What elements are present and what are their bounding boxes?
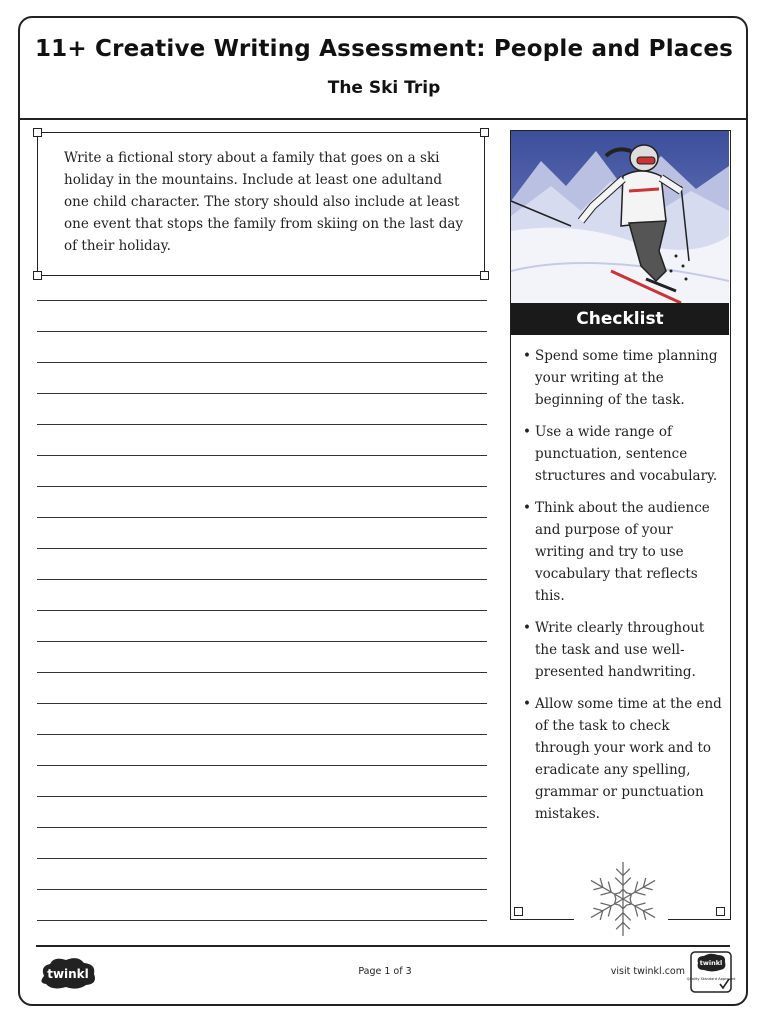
checklist-item-text: Use a wide range of punctuation, sentence structures and vocabulary. — [535, 424, 718, 484]
visit-link[interactable]: visit twinkl.com — [610, 966, 685, 977]
task-instructions: Write a fictional story about a family that goes on a ski holiday in the mountains. Include at least one adultand one child character. The story should also include at least one event that stops the family from skiing on the last day of their holiday. — [64, 150, 464, 254]
writing-line[interactable] — [37, 672, 487, 673]
corner-ornament — [480, 128, 489, 137]
checklist-item — [511, 617, 729, 683]
writing-line[interactable] — [37, 610, 487, 611]
writing-line[interactable] — [37, 331, 487, 332]
footer-divider — [36, 945, 730, 947]
writing-line[interactable] — [37, 827, 487, 828]
checklist-heading: Checklist — [511, 303, 729, 335]
writing-line[interactable] — [37, 703, 487, 704]
header-divider — [18, 118, 748, 120]
page-title: 11+ Creative Writing Assessment: People and Places — [34, 36, 734, 62]
writing-line[interactable] — [37, 393, 487, 394]
checklist-item — [511, 497, 729, 607]
writing-line[interactable] — [37, 455, 487, 456]
writing-line[interactable] — [37, 889, 487, 890]
writing-line[interactable] — [37, 641, 487, 642]
writing-line[interactable] — [37, 424, 487, 425]
corner-ornament — [33, 128, 42, 137]
checklist-item-text: Think about the audience and purpose of your writing and try to use vocabulary that reflects this. — [535, 500, 710, 604]
writing-line[interactable] — [37, 796, 487, 797]
twinkl-logo[interactable] — [38, 956, 98, 990]
checklist-item-text: Spend some time planning your writing at the beginning of the task. — [535, 348, 718, 408]
corner-ornament — [716, 907, 725, 916]
writing-line[interactable] — [37, 486, 487, 487]
checklist-item — [511, 421, 729, 487]
badge-text: Quality Standard Approved — [686, 977, 736, 981]
corner-ornament — [33, 271, 42, 280]
badge-logo-text: twinkl — [699, 959, 723, 967]
page-number: Page 1 of 3 — [358, 966, 412, 977]
writing-line[interactable] — [37, 734, 487, 735]
writing-line[interactable] — [37, 300, 487, 301]
writing-line[interactable] — [37, 548, 487, 549]
snowflake-icon — [584, 856, 662, 942]
bullet: • — [523, 620, 531, 636]
writing-line[interactable] — [37, 362, 487, 363]
checklist-items — [511, 345, 729, 835]
bullet: • — [523, 696, 531, 712]
bullet: • — [523, 348, 531, 364]
corner-ornament — [480, 271, 489, 280]
logo-text: twinkl — [47, 967, 89, 981]
checklist-item — [511, 345, 729, 411]
writing-line[interactable] — [37, 579, 487, 580]
corner-ornament — [514, 907, 523, 916]
writing-line[interactable] — [37, 517, 487, 518]
quality-badge-icon — [686, 951, 736, 993]
writing-line[interactable] — [37, 765, 487, 766]
bullet: • — [523, 500, 531, 516]
checklist-item — [511, 693, 729, 825]
checklist-item-text: Allow some time at the end of the task to check through your work and to eradicate any spelling, grammar or punctuation mistakes. — [535, 696, 722, 822]
writing-line[interactable] — [37, 920, 487, 921]
checklist-panel — [510, 130, 731, 919]
checklist-item-text: Write clearly throughout the task and use well-presented handwriting. — [535, 620, 705, 680]
task-box — [37, 132, 485, 276]
page-subtitle: The Ski Trip — [327, 78, 441, 98]
skier-photo — [511, 131, 729, 306]
bullet: • — [523, 424, 531, 440]
writing-line[interactable] — [37, 858, 487, 859]
